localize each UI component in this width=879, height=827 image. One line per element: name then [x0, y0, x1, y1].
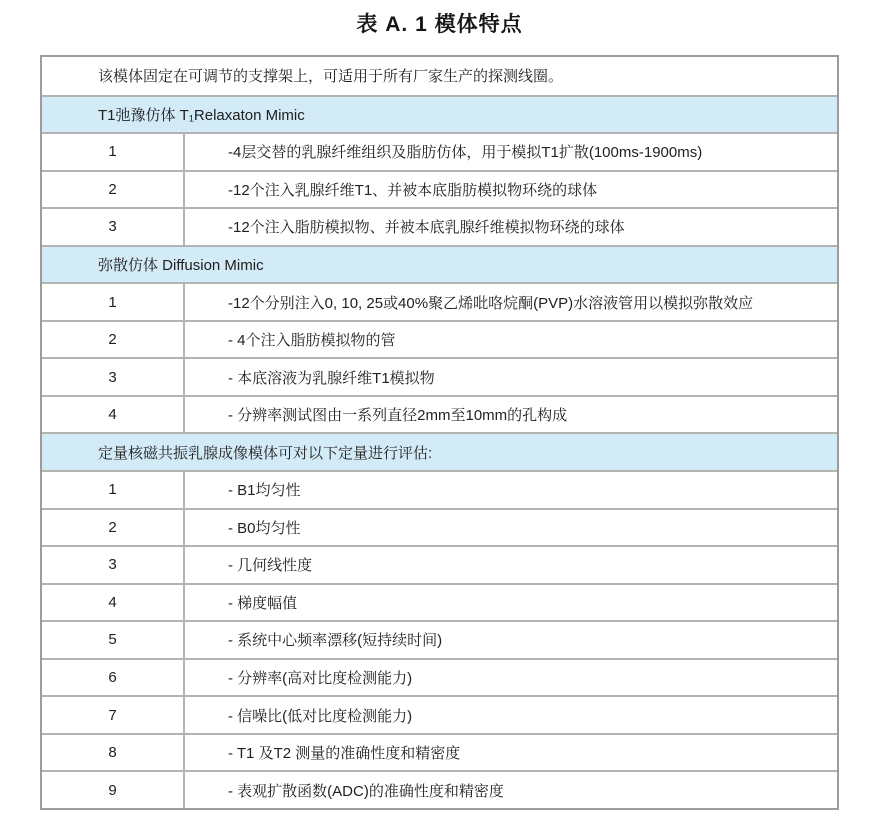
- intro-text: 该模体固定在可调节的支撑架上，可适用于所有厂家生产的探测线圈。: [98, 68, 564, 86]
- row-number: 4: [42, 585, 185, 621]
- row-number: 3: [42, 547, 185, 583]
- row-number: 9: [42, 772, 185, 808]
- table-row: [42, 282, 837, 320]
- row-description: - 信噪比(低对比度检测能力): [228, 707, 413, 725]
- row-description: - 几何线性度: [228, 557, 313, 575]
- row-number: 4: [42, 397, 185, 433]
- table-row: [42, 695, 837, 733]
- table-row: [42, 658, 837, 696]
- table-row: [42, 357, 837, 395]
- row-description: - 分辨率(高对比度检测能力): [228, 670, 413, 688]
- row-number: 6: [42, 660, 185, 696]
- row-number: 3: [42, 359, 185, 395]
- table-title: 表 A. 1 模体特点: [356, 13, 523, 36]
- section-header-quantitative: [42, 432, 837, 470]
- section-header-diffusion: [42, 245, 837, 283]
- row-description: -12个注入乳腺纤维T1、并被本底脂肪模拟物环绕的球体: [228, 181, 598, 199]
- table-row: [42, 470, 837, 508]
- row-description: -4层交替的乳腺纤维组织及脂肪仿体，用于模拟T1扩散(100ms-1900ms): [228, 144, 703, 162]
- row-description: - T1 及T2 测量的准确性度和精密度: [228, 745, 461, 763]
- section-header-label: 弥散仿体 Diffusion Mimic: [98, 257, 264, 274]
- table-row-intro: [42, 57, 837, 95]
- row-number: 1: [42, 284, 185, 320]
- row-description: -12个注入脂肪模拟物、并被本底乳腺纤维模拟物环绕的球体: [228, 219, 625, 237]
- row-description: - B1均匀性: [228, 482, 301, 500]
- table-row: [42, 545, 837, 583]
- row-number: 3: [42, 209, 185, 245]
- row-number: 1: [42, 134, 185, 170]
- row-number: 5: [42, 622, 185, 658]
- row-description: - 系统中心频率漂移(短持续时间): [228, 632, 443, 650]
- row-number: 2: [42, 322, 185, 358]
- section-header-t1-relaxation: [42, 95, 837, 133]
- row-number: 2: [42, 510, 185, 546]
- row-number: 2: [42, 172, 185, 208]
- row-description: - B0均匀性: [228, 519, 301, 537]
- table-row: [42, 620, 837, 658]
- table-row: [42, 132, 837, 170]
- row-number: 7: [42, 697, 185, 733]
- section-header-label: T1弛豫仿体 T₁Relaxaton Mimic: [98, 106, 305, 124]
- row-number: 8: [42, 735, 185, 771]
- table-row: [42, 320, 837, 358]
- table-row: [42, 170, 837, 208]
- table-row: [42, 583, 837, 621]
- row-description: -12个分别注入0, 10, 25或40%聚乙烯吡咯烷酮(PVP)水溶液管用以模拟弥散效应: [228, 294, 754, 312]
- table-row: [42, 395, 837, 433]
- table-row: [42, 733, 837, 771]
- section-header-label: 定量核磁共振乳腺成像模体可对以下定量进行评估:: [98, 444, 433, 462]
- row-description: - 表观扩散函数(ADC)的准确性度和精密度: [228, 782, 504, 800]
- table-row: [42, 207, 837, 245]
- phantom-characteristics-table: [40, 55, 839, 810]
- table-row: [42, 508, 837, 546]
- row-description: - 分辨率测试图由一系列直径2mm至10mm的孔构成: [228, 407, 568, 425]
- row-number: 1: [42, 472, 185, 508]
- row-description: - 4个注入脂肪模拟物的管: [228, 332, 396, 350]
- row-description: - 本底溶液为乳腺纤维T1模拟物: [228, 369, 435, 387]
- row-description: - 梯度幅值: [228, 594, 298, 612]
- table-row: [42, 770, 837, 808]
